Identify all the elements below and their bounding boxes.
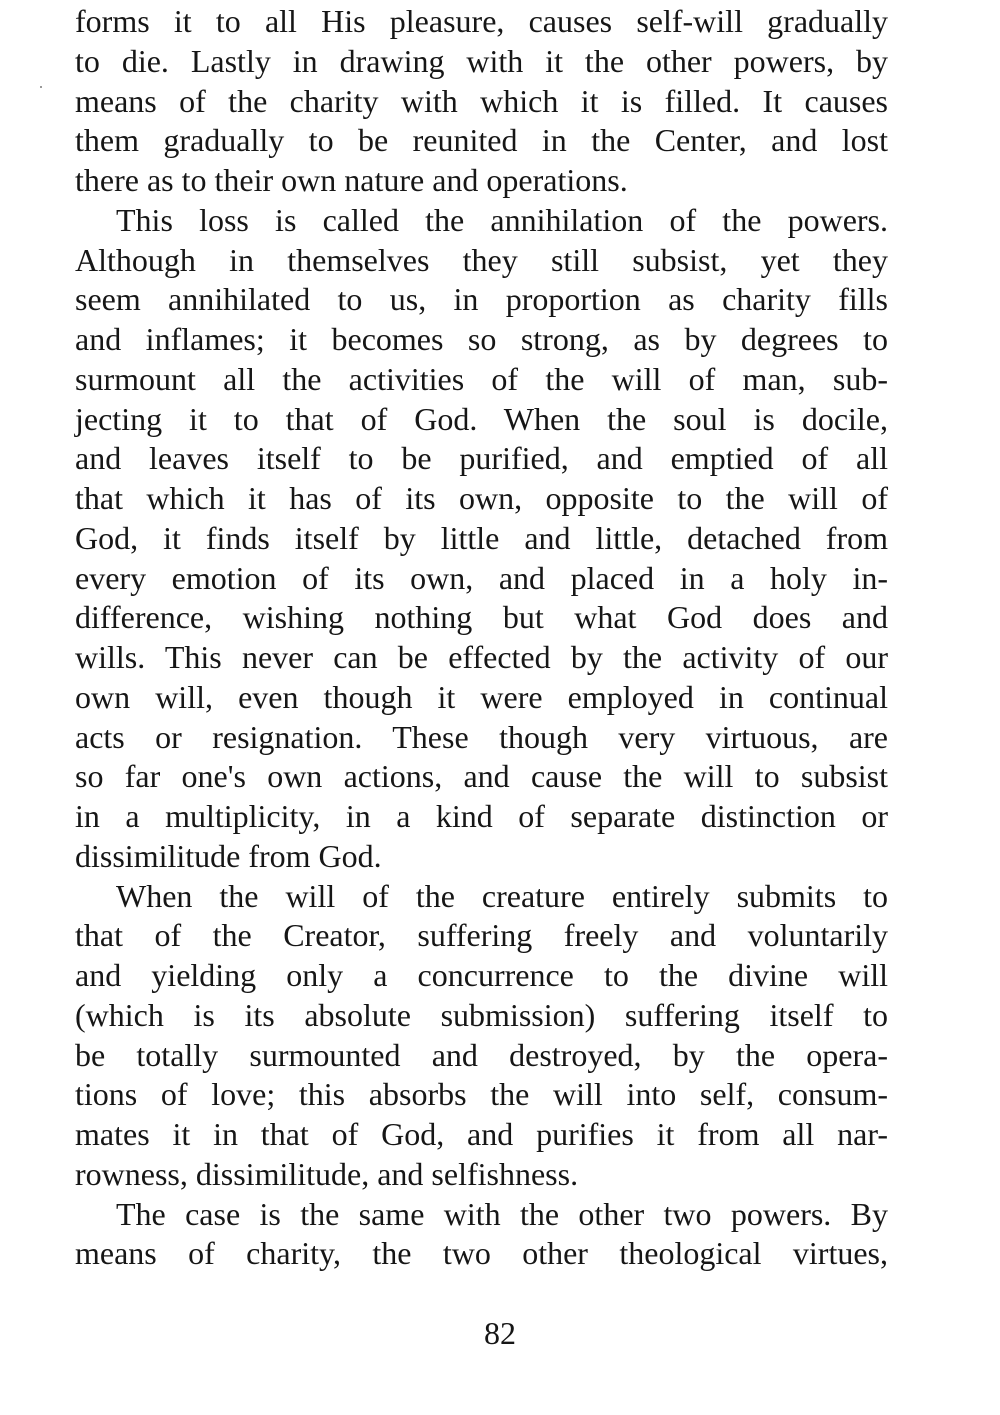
text-line: acts or resignation. These though very virtuous, are: [75, 718, 888, 755]
text-line: tions of love; this absorbs the will into self, consum-: [75, 1076, 888, 1113]
margin-speck: [40, 86, 42, 88]
text-line: The case is the same with the other two powers. By: [116, 1195, 888, 1232]
text-line: that which it has of its own, opposite to the will of: [75, 480, 888, 516]
text-line: be totally surmounted and destroyed, by the opera-: [75, 1036, 888, 1073]
text-line: to die. Lastly in drawing with it the other powers, by: [75, 42, 888, 79]
text-line: dissimilitude from God.: [75, 837, 382, 874]
text-line: and yielding only a concurrence to the divine will: [75, 957, 888, 993]
text-line: means of the charity with which it is filled. It causes: [75, 82, 888, 119]
text-line: seem annihilated to us, in proportion as charity fills: [75, 281, 888, 318]
text-line: every emotion of its own, and placed in a holy in-: [75, 559, 888, 596]
text-line: means of charity, the two other theological virtues,: [75, 1235, 888, 1272]
text-line: own will, even though it were employed in continual: [75, 678, 888, 715]
text-line: forms it to all His pleasure, causes self-will gradually: [75, 3, 888, 39]
text-line: and leaves itself to be purified, and emptied of all: [75, 440, 888, 477]
text-line: Although in themselves they still subsist, yet they: [75, 241, 888, 278]
text-line: jecting it to that of God. When the soul is docile,: [75, 400, 888, 437]
text-line: so far one's own actions, and cause the will to subsist: [75, 758, 888, 795]
text-line: and inflames; it becomes so strong, as by degrees to: [75, 321, 888, 357]
text-line: wills. This never can be effected by the activity of our: [75, 639, 888, 675]
text-line: surmount all the activities of the will of man, sub-: [75, 360, 888, 397]
text-line: that of the Creator, suffering freely and voluntarily: [75, 917, 888, 954]
text-line: When the will of the creature entirely submits to: [116, 877, 888, 914]
text-line: there as to their own nature and operations.: [75, 162, 628, 198]
text-line: mates it in that of God, and purifies it from all nar-: [75, 1116, 888, 1152]
page-number: 82: [484, 1315, 516, 1351]
text-line: them gradually to be reunited in the Center, and lost: [75, 122, 888, 159]
text-line: rowness, dissimilitude, and selfishness.: [75, 1155, 579, 1192]
body-text: [75, 2, 888, 1274]
text-line: God, it finds itself by little and little, detached from: [75, 519, 888, 556]
text-line: in a multiplicity, in a kind of separate distinction or: [75, 798, 888, 834]
text-line: (which is its absolute submission) suffering itself to: [75, 996, 888, 1033]
text-line: difference, wishing nothing but what God does and: [75, 599, 888, 636]
text-line: This loss is called the annihilation of the powers.: [116, 201, 888, 238]
